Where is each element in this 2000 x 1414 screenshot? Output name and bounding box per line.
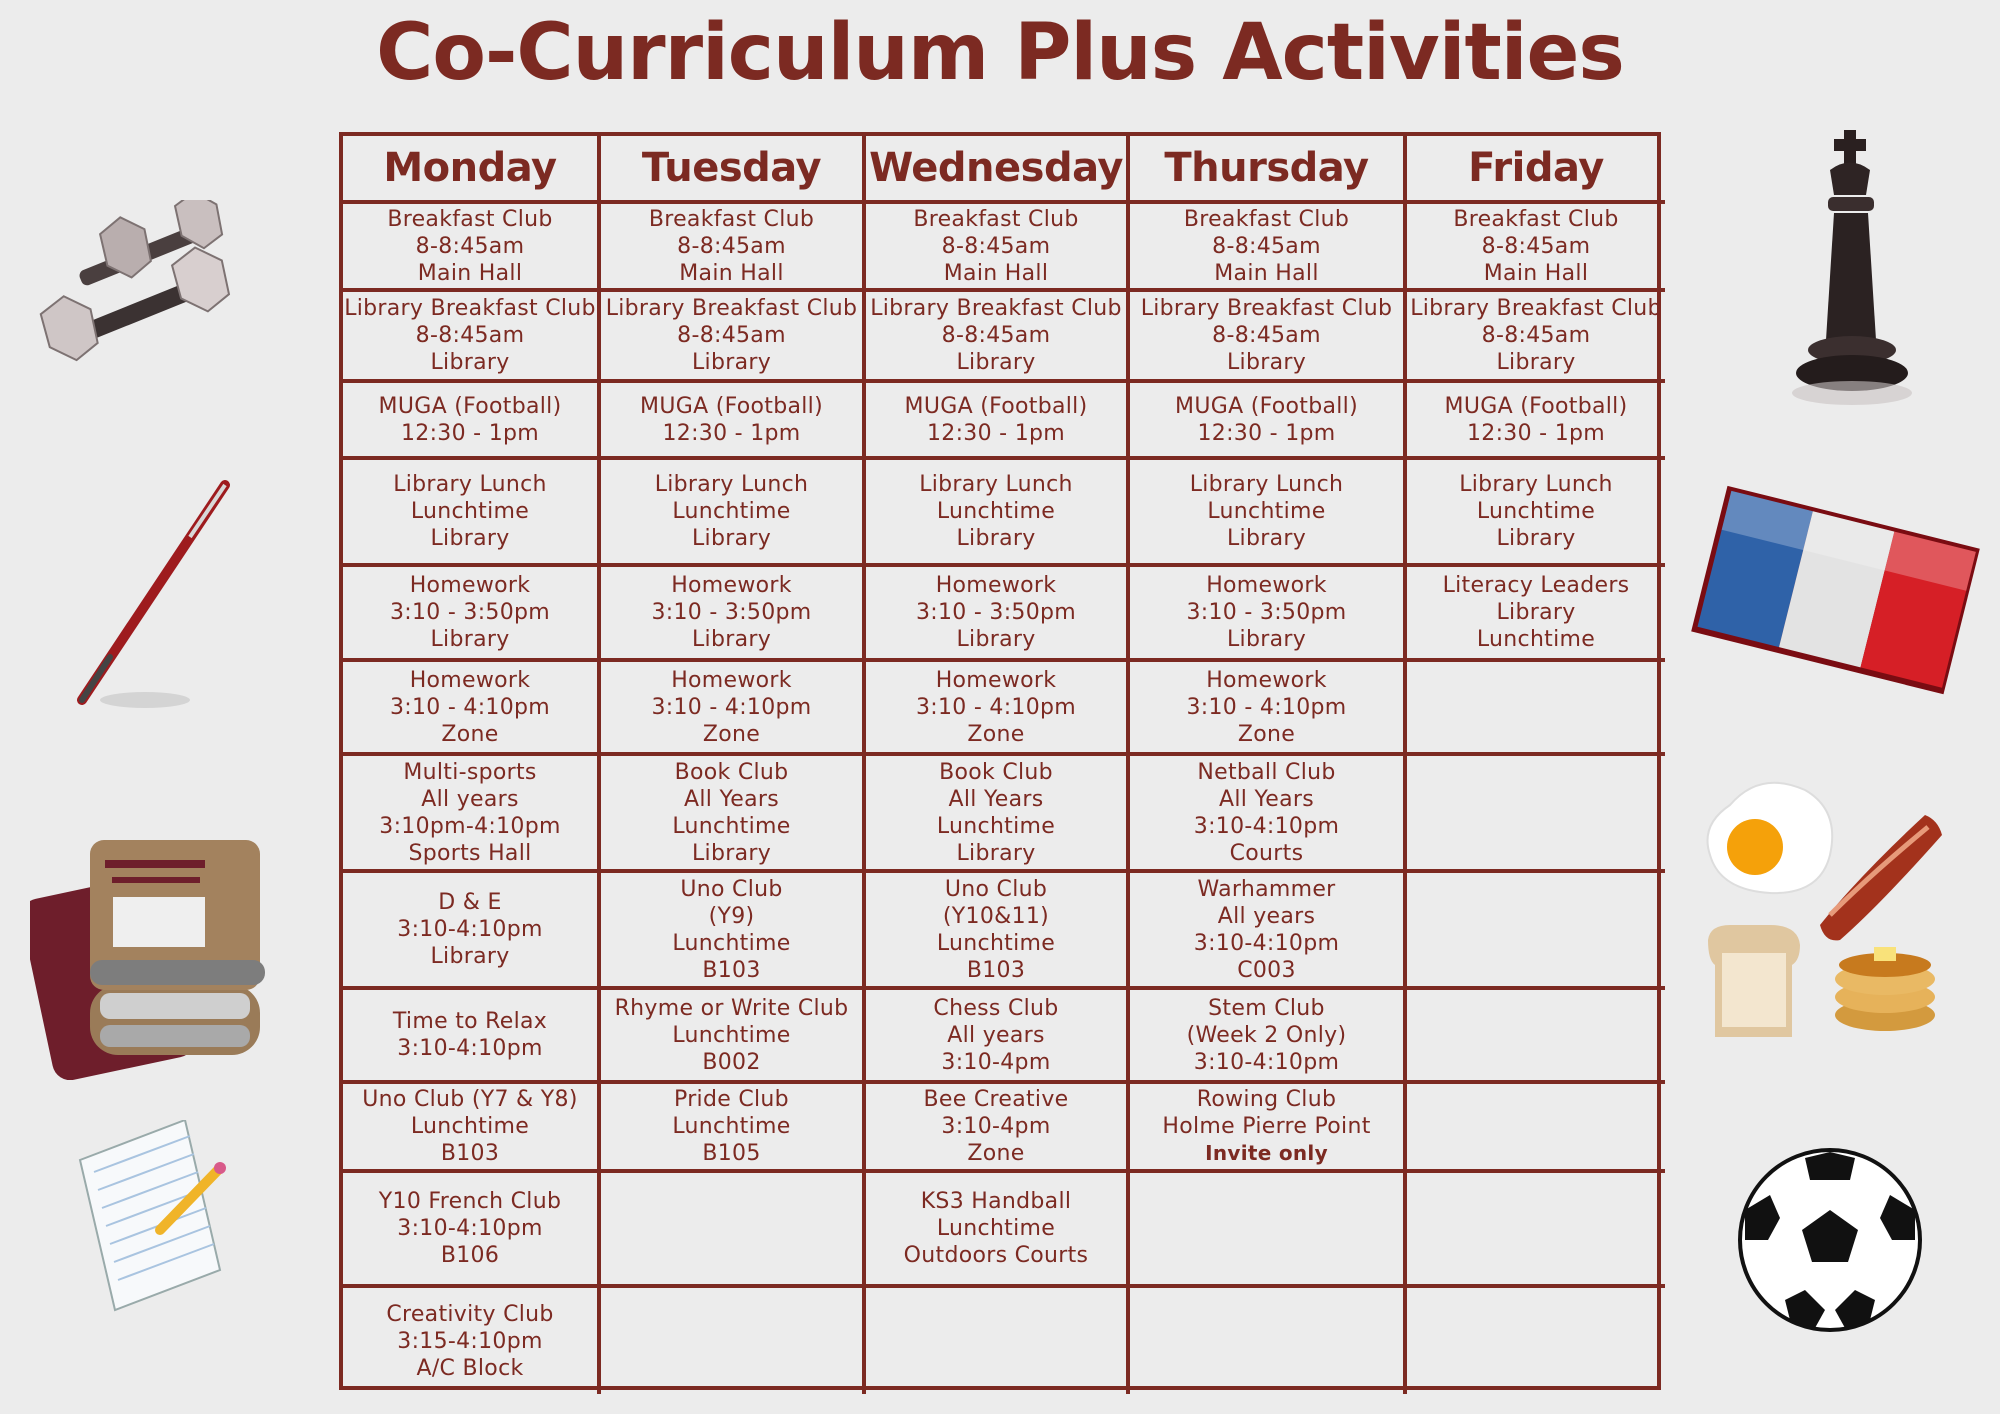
activity-line: Library bbox=[1226, 526, 1307, 551]
activity-cell bbox=[343, 756, 601, 873]
activity-line: Library Lunch bbox=[1189, 472, 1344, 497]
activity-cell bbox=[601, 1173, 866, 1288]
page-title: Co-Curriculum Plus Activities bbox=[376, 8, 1624, 98]
activity-cell bbox=[866, 292, 1130, 383]
activity-line: 3:10 - 4:10pm bbox=[915, 694, 1077, 720]
activity-line: 8-8:45am bbox=[677, 323, 786, 348]
activity-line: Breakfast Club bbox=[387, 206, 553, 232]
activity-line: 3:10-4pm bbox=[941, 1049, 1051, 1075]
activity-line: 3:10-4:10pm bbox=[397, 1036, 543, 1061]
activity-line: Zone bbox=[441, 721, 499, 747]
activity-line: Library bbox=[430, 944, 510, 969]
pen-icon bbox=[70, 475, 240, 715]
activity-line: Breakfast Club bbox=[648, 206, 815, 232]
activity-cell bbox=[601, 662, 866, 756]
activity-line: Library bbox=[691, 350, 772, 375]
activity-line: B106 bbox=[440, 1243, 500, 1268]
activity-cell bbox=[343, 204, 601, 292]
timetable-grid bbox=[339, 132, 1661, 1390]
activity-line: Zone bbox=[967, 1141, 1025, 1166]
activity-cell bbox=[343, 567, 601, 662]
activity-line: Library bbox=[1496, 600, 1576, 625]
activity-note: Invite only bbox=[1205, 1141, 1328, 1165]
activity-cell bbox=[866, 756, 1130, 873]
activity-line: Lunchtime bbox=[936, 930, 1056, 956]
activity-line: 8-8:45am bbox=[941, 323, 1051, 348]
activity-cell bbox=[1130, 460, 1407, 567]
activity-line: All Years bbox=[948, 786, 1044, 812]
activity-cell bbox=[343, 1288, 601, 1394]
activity-line: Lunchtime bbox=[672, 1022, 791, 1048]
activity-line: 12:30 - 1pm bbox=[662, 420, 801, 446]
activity-line: Lunchtime bbox=[410, 499, 530, 524]
activity-cell bbox=[866, 1288, 1130, 1394]
activity-cell bbox=[343, 1173, 601, 1288]
activity-line: B105 bbox=[702, 1141, 761, 1166]
activity-cell bbox=[601, 1084, 866, 1173]
chess-king-icon bbox=[1790, 125, 1920, 410]
activity-line: Library bbox=[430, 350, 510, 375]
activity-line: 3:10 - 3:50pm bbox=[915, 600, 1077, 625]
activity-line: Zone bbox=[1237, 721, 1296, 747]
activity-line: MUGA (Football) bbox=[904, 393, 1088, 419]
activity-line: Library Breakfast Club bbox=[870, 296, 1122, 321]
activity-line: B103 bbox=[702, 957, 761, 983]
day-header-tuesday: Tuesday bbox=[601, 136, 866, 204]
activity-line: 3:10 - 3:50pm bbox=[1186, 600, 1347, 625]
activity-line: MUGA (Football) bbox=[1444, 393, 1628, 419]
activity-line: 3:15-4:10pm bbox=[397, 1328, 543, 1354]
activity-line: Y10 French Club bbox=[378, 1189, 562, 1214]
activity-line: Lunchtime bbox=[936, 813, 1056, 839]
activity-line: Library Breakfast Club bbox=[605, 296, 858, 321]
activity-cell bbox=[1130, 204, 1407, 292]
activity-line: Homework bbox=[671, 667, 792, 693]
activity-line: Zone bbox=[702, 721, 761, 747]
activity-line: Uno Club bbox=[680, 876, 783, 902]
activity-line: 3:10 - 3:50pm bbox=[651, 600, 812, 625]
activity-line: 3:10-4pm bbox=[941, 1114, 1051, 1139]
activity-cell bbox=[343, 460, 601, 567]
activity-line: Library bbox=[956, 840, 1036, 866]
activity-line: Homework bbox=[1206, 667, 1327, 693]
football-icon bbox=[1730, 1140, 1930, 1340]
activity-line: Pride Club bbox=[674, 1087, 789, 1112]
activity-cell bbox=[343, 292, 601, 383]
activity-line: Book Club bbox=[939, 759, 1053, 785]
activity-cell bbox=[866, 204, 1130, 292]
activity-line: Zone bbox=[967, 721, 1025, 747]
activity-cell bbox=[866, 873, 1130, 990]
activity-cell bbox=[866, 1173, 1130, 1288]
activity-line: 3:10 - 4:10pm bbox=[389, 694, 551, 720]
day-header-monday: Monday bbox=[343, 136, 601, 204]
activity-cell bbox=[1130, 567, 1407, 662]
activity-line: 8-8:45am bbox=[1212, 233, 1321, 259]
activity-line: Library bbox=[1496, 526, 1576, 551]
activity-line: Library Lunch bbox=[919, 472, 1073, 497]
activity-line: 3:10-4:10pm bbox=[1193, 813, 1340, 839]
activity-line: 12:30 - 1pm bbox=[1197, 420, 1336, 446]
activity-line: All years bbox=[947, 1022, 1045, 1048]
activity-cell bbox=[343, 662, 601, 756]
activity-line: Library bbox=[1496, 350, 1576, 375]
activity-line: All Years bbox=[1218, 786, 1314, 812]
activity-line: Lunchtime bbox=[672, 813, 791, 839]
activity-line: Main Hall bbox=[679, 260, 784, 286]
activity-line: Homework bbox=[935, 573, 1057, 598]
activity-cell bbox=[1407, 460, 1665, 567]
activity-line: Library Breakfast Club bbox=[1140, 296, 1393, 321]
activity-cell bbox=[1130, 990, 1407, 1084]
activity-line: Homework bbox=[1206, 573, 1327, 598]
activity-line: Library bbox=[691, 840, 772, 866]
activity-cell bbox=[343, 1084, 601, 1173]
activity-line: Homework bbox=[409, 667, 531, 693]
activity-line: Library Lunch bbox=[654, 472, 809, 497]
activity-line: B103 bbox=[966, 957, 1026, 983]
dumbbell-icon bbox=[28, 200, 278, 370]
activity-line: Time to Relax bbox=[392, 1009, 548, 1034]
activity-line: MUGA (Football) bbox=[640, 393, 823, 419]
french-flag-icon bbox=[1690, 475, 1980, 710]
activity-line: (Y9) bbox=[708, 903, 755, 929]
activity-cell bbox=[601, 460, 866, 567]
activity-line: Library Lunch bbox=[393, 472, 547, 497]
activity-line: Main Hall bbox=[1483, 260, 1589, 286]
activity-cell bbox=[1407, 383, 1665, 460]
activity-line: Library bbox=[691, 526, 772, 551]
activity-line: Creativity Club bbox=[386, 1301, 554, 1327]
activity-cell bbox=[1407, 1288, 1665, 1394]
activity-cell bbox=[343, 990, 601, 1084]
activity-cell bbox=[866, 567, 1130, 662]
activity-line: Library bbox=[956, 350, 1036, 375]
activity-line: 12:30 - 1pm bbox=[400, 420, 540, 446]
activity-line: 8-8:45am bbox=[415, 233, 525, 259]
activity-cell bbox=[866, 383, 1130, 460]
activity-line: Literacy Leaders bbox=[1442, 573, 1630, 598]
activity-cell bbox=[1130, 1084, 1407, 1173]
activity-cell bbox=[601, 292, 866, 383]
activity-cell bbox=[1407, 1173, 1665, 1288]
activity-cell bbox=[1407, 990, 1665, 1084]
activity-line: Holme Pierre Point bbox=[1162, 1114, 1371, 1139]
activity-cell bbox=[601, 990, 866, 1084]
day-header-wednesday: Wednesday bbox=[866, 136, 1130, 204]
activity-cell bbox=[866, 460, 1130, 567]
activity-line: Main Hall bbox=[1214, 260, 1319, 286]
activity-line: 3:10pm-4:10pm bbox=[379, 813, 561, 839]
activity-line: Library bbox=[1226, 350, 1307, 375]
activity-line: Warhammer bbox=[1197, 876, 1336, 902]
activity-cell bbox=[866, 662, 1130, 756]
books-icon bbox=[30, 835, 265, 1080]
activity-line: Library bbox=[956, 627, 1036, 652]
activity-cell bbox=[1407, 756, 1665, 873]
activity-line: 3:10 - 4:10pm bbox=[1186, 694, 1347, 720]
activity-line: Lunchtime bbox=[936, 1216, 1056, 1241]
activity-cell bbox=[1130, 383, 1407, 460]
activity-line: Lunchtime bbox=[672, 1114, 791, 1139]
activity-line: Library bbox=[430, 627, 510, 652]
activity-line: Uno Club (Y7 & Y8) bbox=[362, 1087, 578, 1112]
activity-line: 3:10-4:10pm bbox=[1193, 1049, 1340, 1075]
activity-line: Lunchtime bbox=[672, 930, 791, 956]
activity-line: 8-8:45am bbox=[1481, 233, 1591, 259]
activity-line: (Y10&11) bbox=[942, 903, 1050, 929]
activity-line: 12:30 - 1pm bbox=[1466, 420, 1606, 446]
activity-cell bbox=[601, 756, 866, 873]
activity-line: Homework bbox=[409, 573, 531, 598]
activity-line: Chess Club bbox=[933, 995, 1059, 1021]
activity-line: All Years bbox=[683, 786, 779, 812]
activity-cell bbox=[866, 1084, 1130, 1173]
activity-line: Library bbox=[430, 526, 510, 551]
activity-cell bbox=[1407, 662, 1665, 756]
activity-line: Bee Creative bbox=[923, 1087, 1069, 1112]
activity-line: Breakfast Club bbox=[1183, 206, 1350, 232]
activity-line: Breakfast Club bbox=[1453, 206, 1619, 232]
activity-cell bbox=[1130, 662, 1407, 756]
activity-line: Lunchtime bbox=[1207, 499, 1326, 524]
activity-line: Homework bbox=[671, 573, 792, 598]
activity-line: Library bbox=[1226, 627, 1307, 652]
activity-line: Library Lunch bbox=[1459, 472, 1613, 497]
activity-line: 8-8:45am bbox=[941, 233, 1051, 259]
activity-line: Multi-sports bbox=[403, 759, 537, 785]
activity-line: B103 bbox=[440, 1141, 500, 1166]
activity-line: 8-8:45am bbox=[1481, 323, 1591, 348]
activity-cell bbox=[1130, 756, 1407, 873]
activity-line: 3:10 - 3:50pm bbox=[389, 600, 551, 625]
activity-line: 3:10 - 4:10pm bbox=[651, 694, 812, 720]
activity-line: 3:10-4:10pm bbox=[397, 1216, 543, 1241]
activity-line: Rhyme or Write Club bbox=[614, 995, 849, 1021]
activity-line: 8-8:45am bbox=[415, 323, 525, 348]
activity-line: Library Breakfast Club bbox=[1410, 296, 1662, 321]
activity-line: 12:30 - 1pm bbox=[926, 420, 1066, 446]
activity-cell bbox=[1407, 1084, 1665, 1173]
activity-line: 3:10-4:10pm bbox=[397, 917, 543, 942]
breakfast-icon bbox=[1700, 775, 1950, 1045]
activity-cell bbox=[601, 1288, 866, 1394]
activity-line: Stem Club bbox=[1208, 995, 1325, 1021]
activity-cell bbox=[1407, 873, 1665, 990]
activity-line: Sports Hall bbox=[408, 840, 532, 866]
activity-cell bbox=[1407, 292, 1665, 383]
activity-line: A/C Block bbox=[416, 1355, 524, 1381]
activity-cell bbox=[601, 567, 866, 662]
activity-line: Library bbox=[956, 526, 1036, 551]
activity-line: Courts bbox=[1229, 840, 1304, 866]
activity-line: Uno Club bbox=[944, 876, 1048, 902]
notepad-icon bbox=[70, 1120, 230, 1315]
activity-line: Main Hall bbox=[417, 260, 523, 286]
activity-line: Lunchtime bbox=[1476, 499, 1596, 524]
activity-line: Library Breakfast Club bbox=[344, 296, 596, 321]
activity-line: Breakfast Club bbox=[913, 206, 1079, 232]
activity-line: All years bbox=[1217, 903, 1316, 929]
activity-line: C003 bbox=[1237, 957, 1296, 983]
activity-line: Lunchtime bbox=[672, 499, 791, 524]
activity-cell bbox=[1130, 1173, 1407, 1288]
day-header-friday: Friday bbox=[1407, 136, 1665, 204]
activity-line: Book Club bbox=[674, 759, 789, 785]
activity-cell bbox=[1407, 567, 1665, 662]
activity-line: Netball Club bbox=[1197, 759, 1336, 785]
activity-cell bbox=[601, 873, 866, 990]
activity-cell bbox=[866, 990, 1130, 1084]
activity-cell bbox=[343, 873, 601, 990]
activity-cell bbox=[1407, 204, 1665, 292]
activity-cell bbox=[601, 383, 866, 460]
activity-line: 3:10-4:10pm bbox=[1193, 930, 1340, 956]
activity-cell bbox=[343, 383, 601, 460]
activity-cell bbox=[1130, 873, 1407, 990]
activity-line: D & E bbox=[438, 890, 502, 915]
activity-cell bbox=[1130, 1288, 1407, 1394]
activity-line: Library bbox=[691, 627, 772, 652]
activity-line: Lunchtime bbox=[410, 1114, 530, 1139]
activity-line: KS3 Handball bbox=[920, 1189, 1072, 1214]
activity-line: Homework bbox=[935, 667, 1057, 693]
activity-line: 8-8:45am bbox=[677, 233, 786, 259]
activity-line: Lunchtime bbox=[936, 499, 1056, 524]
activity-line: 8-8:45am bbox=[1212, 323, 1321, 348]
day-header-thursday: Thursday bbox=[1130, 136, 1407, 204]
activity-line: Outdoors Courts bbox=[903, 1243, 1089, 1268]
activity-line: B002 bbox=[702, 1049, 761, 1075]
activity-cell bbox=[601, 204, 866, 292]
activity-line: Main Hall bbox=[943, 260, 1049, 286]
activity-line: (Week 2 Only) bbox=[1186, 1022, 1347, 1048]
activity-line: Rowing Club bbox=[1196, 1087, 1337, 1112]
activity-line: MUGA (Football) bbox=[1175, 393, 1358, 419]
activity-line: Lunchtime bbox=[1476, 627, 1596, 652]
activity-line: All years bbox=[421, 786, 519, 812]
activity-line: MUGA (Football) bbox=[378, 393, 562, 419]
activity-cell bbox=[1130, 292, 1407, 383]
